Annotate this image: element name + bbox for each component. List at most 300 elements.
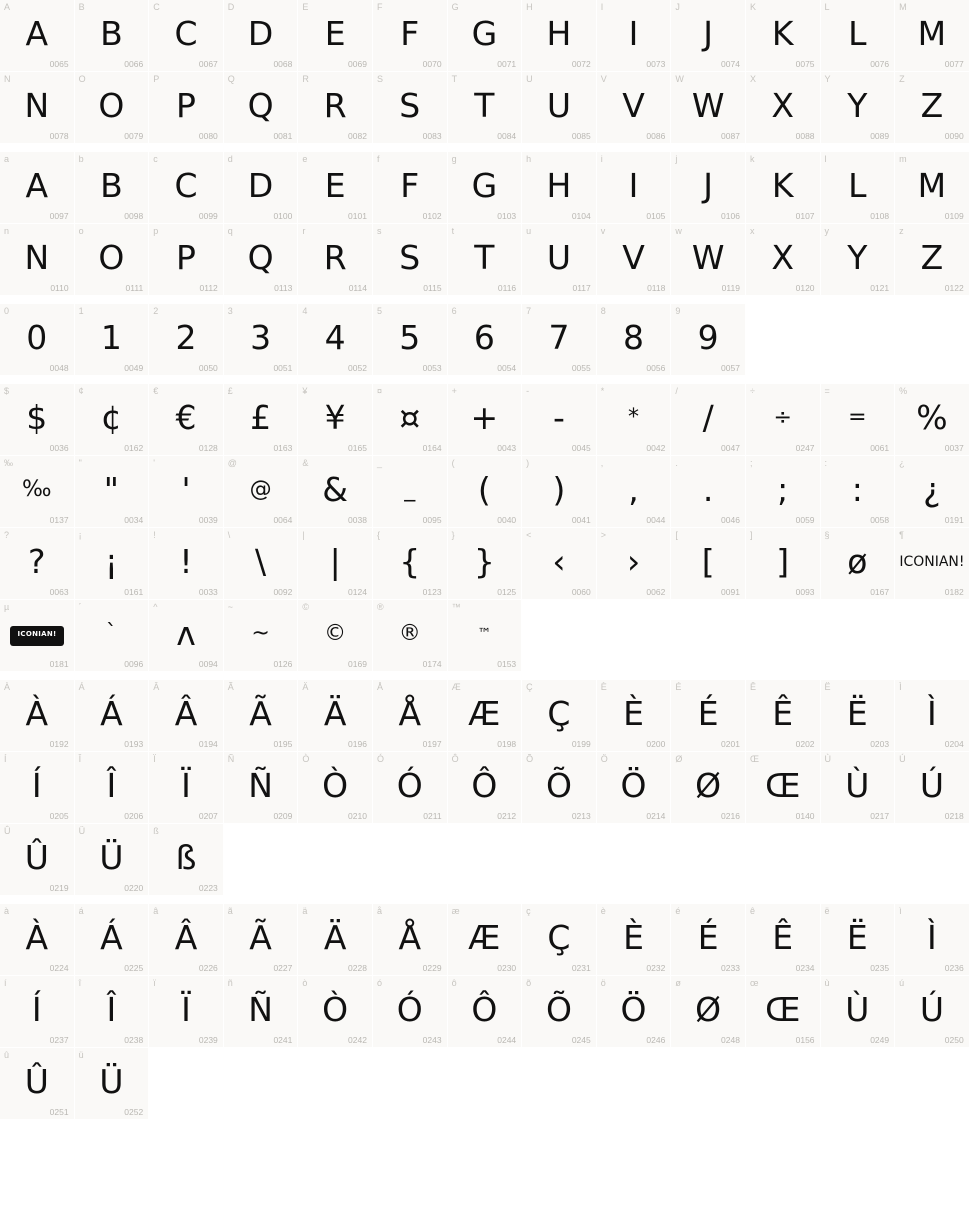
- glyph-cell[interactable]: [746, 152, 821, 224]
- glyph-cell[interactable]: [448, 304, 523, 376]
- glyph-char-label: A: [4, 2, 11, 12]
- glyph-preview: Ò: [322, 766, 349, 805]
- glyph-char-label: G: [451, 2, 459, 12]
- glyph-code: 0212: [497, 811, 517, 821]
- glyph-cell[interactable]: [821, 152, 896, 224]
- glyph-cell[interactable]: [821, 224, 896, 296]
- glyph-code: 0174: [422, 659, 442, 669]
- glyph-cell[interactable]: [597, 224, 672, 296]
- glyph-cell[interactable]: [671, 304, 746, 376]
- glyph-code: 0225: [124, 963, 144, 973]
- glyph-char-label: ): [526, 458, 530, 468]
- glyph-char-label: Ì: [899, 682, 902, 692]
- glyph-code: 0050: [198, 363, 218, 373]
- glyph-cell[interactable]: [746, 904, 821, 976]
- glyph-cell[interactable]: [671, 904, 746, 976]
- glyph-code: 0088: [795, 131, 815, 141]
- glyph-cell-empty: [522, 824, 597, 896]
- glyph-cell[interactable]: [671, 384, 746, 456]
- glyph-cell[interactable]: [224, 456, 299, 528]
- glyph-cell[interactable]: [75, 152, 150, 224]
- glyph-cell[interactable]: [149, 456, 224, 528]
- glyph-cell[interactable]: [895, 384, 970, 456]
- glyph-cell[interactable]: [821, 680, 896, 752]
- glyph-code: 0045: [571, 443, 591, 453]
- glyph-cell[interactable]: [75, 72, 150, 144]
- glyph-preview: N: [24, 86, 50, 125]
- glyph-cell[interactable]: [895, 680, 970, 752]
- glyph-preview: È: [623, 918, 644, 957]
- glyph-cell[interactable]: [448, 224, 523, 296]
- glyph-char-label: ú: [899, 978, 905, 988]
- glyph-char-label: Â: [153, 682, 160, 692]
- glyph-cell[interactable]: [224, 752, 299, 824]
- glyph-cell[interactable]: [448, 152, 523, 224]
- glyph-char-label: z: [899, 226, 904, 236]
- glyph-cell[interactable]: [224, 528, 299, 600]
- glyph-cell[interactable]: [522, 976, 597, 1048]
- glyph-cell[interactable]: [0, 528, 75, 600]
- glyph-cell[interactable]: [373, 600, 448, 672]
- glyph-char-label: (: [451, 458, 455, 468]
- glyph-cell[interactable]: [821, 752, 896, 824]
- glyph-cell[interactable]: [448, 904, 523, 976]
- glyph-cell[interactable]: [75, 824, 150, 896]
- glyph-preview: ,: [628, 470, 639, 509]
- glyph-cell[interactable]: [75, 904, 150, 976]
- glyph-preview: }: [473, 542, 495, 581]
- glyph-cell[interactable]: [298, 528, 373, 600]
- glyph-cell[interactable]: [895, 456, 970, 528]
- glyph-preview: G: [471, 166, 498, 205]
- glyph-cell[interactable]: [448, 528, 523, 600]
- glyph-char-label: ô: [451, 978, 457, 988]
- glyph-cell[interactable]: [298, 384, 373, 456]
- glyph-cell[interactable]: [149, 72, 224, 144]
- glyph-cell[interactable]: [224, 0, 299, 72]
- glyph-preview: £: [250, 398, 272, 437]
- glyph-cell[interactable]: [0, 1048, 75, 1120]
- glyph-code: 0192: [49, 739, 69, 749]
- glyph-code: 0167: [870, 587, 890, 597]
- glyph-cell-empty: [448, 824, 523, 896]
- glyph-cell[interactable]: [522, 304, 597, 376]
- glyph-cell[interactable]: [373, 0, 448, 72]
- glyph-cell[interactable]: [373, 528, 448, 600]
- glyph-char-label: V: [600, 74, 607, 84]
- glyph-preview: ¿: [923, 470, 941, 509]
- glyph-preview: {: [399, 542, 421, 581]
- glyph-code: 0200: [646, 739, 666, 749]
- glyph-code: 0242: [348, 1035, 367, 1045]
- glyph-preview: T: [474, 86, 495, 125]
- glyph-cell[interactable]: [746, 680, 821, 752]
- glyph-preview: ": [103, 470, 119, 509]
- glyph-cell[interactable]: [597, 752, 672, 824]
- glyph-cell[interactable]: [448, 752, 523, 824]
- glyph-cell[interactable]: [522, 456, 597, 528]
- glyph-preview: C: [174, 14, 198, 53]
- glyph-cell[interactable]: [149, 904, 224, 976]
- glyph-char-label: î: [78, 978, 82, 988]
- glyph-cell[interactable]: [895, 976, 970, 1048]
- glyph-char-label: e: [302, 154, 308, 164]
- glyph-cell[interactable]: [671, 456, 746, 528]
- glyph-cell[interactable]: [597, 680, 672, 752]
- glyph-cell[interactable]: [597, 0, 672, 72]
- glyph-cell[interactable]: [224, 976, 299, 1048]
- glyph-cell[interactable]: [448, 976, 523, 1048]
- glyph-preview: `: [105, 620, 117, 646]
- glyph-preview: Ù: [845, 990, 870, 1029]
- glyph-cell[interactable]: [895, 528, 970, 600]
- glyph-char-label: m: [899, 154, 907, 164]
- glyph-cell[interactable]: [75, 0, 150, 72]
- glyph-code: 0060: [571, 587, 591, 597]
- glyph-code: 0101: [348, 211, 367, 221]
- glyph-cell[interactable]: [75, 384, 150, 456]
- glyph-code: 0214: [646, 811, 666, 821]
- glyph-cell[interactable]: [298, 72, 373, 144]
- glyph-cell[interactable]: [75, 976, 150, 1048]
- glyph-preview: X: [771, 238, 795, 277]
- glyph-cell[interactable]: [448, 72, 523, 144]
- glyph-code: 0052: [348, 363, 367, 373]
- glyph-code: 0197: [422, 739, 442, 749]
- glyph-code: 0099: [198, 211, 218, 221]
- glyph-char-label: ë: [824, 906, 830, 916]
- glyph-cell[interactable]: [373, 752, 448, 824]
- glyph-preview: Ñ: [248, 990, 273, 1029]
- glyph-cell[interactable]: [373, 456, 448, 528]
- glyph-cell[interactable]: [821, 384, 896, 456]
- glyph-cell[interactable]: [448, 456, 523, 528]
- glyph-cell[interactable]: [895, 904, 970, 976]
- glyph-char-label: T: [451, 74, 458, 84]
- glyph-cell[interactable]: [149, 0, 224, 72]
- glyph-code: 0090: [944, 131, 964, 141]
- glyph-cell[interactable]: [0, 456, 75, 528]
- glyph-cell[interactable]: [149, 384, 224, 456]
- glyph-cell[interactable]: [0, 752, 75, 824]
- glyph-cell[interactable]: [75, 224, 150, 296]
- glyph-preview: ™: [477, 625, 492, 642]
- glyph-char-label: ': [153, 458, 155, 468]
- glyph-char-label: g: [451, 154, 457, 164]
- glyph-char-label: 9: [675, 306, 681, 316]
- glyph-cell[interactable]: [298, 152, 373, 224]
- glyph-code: 0235: [870, 963, 890, 973]
- glyph-cell[interactable]: [224, 72, 299, 144]
- glyph-preview: Õ: [545, 766, 572, 805]
- glyph-preview: G: [471, 14, 498, 53]
- glyph-cell-empty: [671, 824, 746, 896]
- glyph-char-label: F: [376, 2, 383, 12]
- glyph-preview: Ç: [547, 694, 571, 733]
- glyph-code: 0109: [944, 211, 964, 221]
- glyph-cell[interactable]: [75, 304, 150, 376]
- glyph-code: 0156: [795, 1035, 815, 1045]
- glyph-code: 0203: [870, 739, 890, 749]
- glyph-preview: Û: [24, 1062, 49, 1101]
- glyph-cell[interactable]: [224, 680, 299, 752]
- glyph-cell[interactable]: [224, 600, 299, 672]
- glyph-preview: @: [249, 476, 272, 502]
- glyph-cell[interactable]: [671, 224, 746, 296]
- glyph-cell[interactable]: [597, 152, 672, 224]
- glyph-code: 0191: [944, 515, 964, 525]
- glyph-cell[interactable]: [149, 752, 224, 824]
- glyph-preview: 7: [548, 318, 570, 357]
- glyph-cell[interactable]: [821, 976, 896, 1048]
- glyph-char-label: !: [153, 530, 156, 540]
- glyph-cell[interactable]: [671, 976, 746, 1048]
- glyph-cell[interactable]: [373, 976, 448, 1048]
- glyph-preview: H: [546, 166, 572, 205]
- glyph-cell[interactable]: [75, 1048, 150, 1120]
- glyph-cell[interactable]: [0, 600, 75, 672]
- glyph-cell[interactable]: [149, 976, 224, 1048]
- glyph-cell[interactable]: [522, 224, 597, 296]
- glyph-cell[interactable]: [522, 680, 597, 752]
- glyph-cell[interactable]: [149, 680, 224, 752]
- glyph-cell[interactable]: [522, 384, 597, 456]
- glyph-cell[interactable]: [821, 456, 896, 528]
- glyph-cell[interactable]: [373, 72, 448, 144]
- glyph-cell[interactable]: [671, 752, 746, 824]
- glyph-cell[interactable]: [448, 600, 523, 672]
- glyph-char-label: [: [675, 530, 678, 540]
- glyph-cell[interactable]: [746, 456, 821, 528]
- glyph-cell[interactable]: [597, 904, 672, 976]
- glyph-char-label: p: [153, 226, 159, 236]
- glyph-cell[interactable]: [0, 384, 75, 456]
- glyph-cell[interactable]: [597, 384, 672, 456]
- glyph-cell[interactable]: [746, 224, 821, 296]
- glyph-char-label: ê: [749, 906, 755, 916]
- glyph-cell[interactable]: [224, 304, 299, 376]
- glyph-cell[interactable]: [298, 904, 373, 976]
- glyph-cell[interactable]: [373, 304, 448, 376]
- glyph-code: 0091: [721, 587, 740, 597]
- glyph-cell[interactable]: [597, 528, 672, 600]
- glyph-code: 0047: [721, 443, 740, 453]
- glyph-preview: B: [100, 166, 123, 205]
- glyph-preview: K: [771, 14, 794, 53]
- glyph-cell[interactable]: [149, 824, 224, 896]
- glyph-char-label: k: [749, 154, 755, 164]
- glyph-code: 0098: [124, 211, 144, 221]
- glyph-cell[interactable]: [373, 384, 448, 456]
- glyph-cell[interactable]: [821, 904, 896, 976]
- glyph-cell[interactable]: [0, 680, 75, 752]
- glyph-preview: Œ: [765, 766, 801, 805]
- glyph-cell[interactable]: [597, 72, 672, 144]
- glyph-preview: R: [323, 238, 347, 277]
- glyph-cell[interactable]: [0, 824, 75, 896]
- glyph-cell[interactable]: [373, 904, 448, 976]
- glyph-preview: \: [255, 542, 267, 581]
- glyph-code: 0056: [646, 363, 666, 373]
- glyph-cell[interactable]: [224, 904, 299, 976]
- glyph-code: 0163: [273, 443, 293, 453]
- glyph-cell[interactable]: [149, 224, 224, 296]
- glyph-preview: Z: [920, 238, 944, 277]
- glyph-preview: E: [324, 166, 346, 205]
- glyph-preview: Ü: [99, 1062, 124, 1101]
- glyph-preview: Õ: [545, 990, 572, 1029]
- glyph-cell[interactable]: [746, 0, 821, 72]
- glyph-cell[interactable]: [224, 224, 299, 296]
- glyph-cell[interactable]: [448, 680, 523, 752]
- glyph-code: 0073: [646, 59, 666, 69]
- glyph-code: 0043: [497, 443, 517, 453]
- glyph-cell[interactable]: [0, 224, 75, 296]
- glyph-char-label: Ô: [451, 754, 459, 764]
- glyph-preview: ~: [251, 620, 270, 646]
- glyph-block-digits: [0, 304, 970, 376]
- glyph-cell[interactable]: [522, 904, 597, 976]
- glyph-code: 0201: [721, 739, 740, 749]
- glyph-preview: T: [474, 238, 495, 277]
- glyph-cell[interactable]: [298, 304, 373, 376]
- glyph-cell[interactable]: [0, 152, 75, 224]
- glyph-cell-empty: [895, 1048, 970, 1120]
- glyph-cell[interactable]: [0, 304, 75, 376]
- glyph-cell[interactable]: [149, 304, 224, 376]
- glyph-cell[interactable]: [522, 528, 597, 600]
- glyph-cell[interactable]: [671, 0, 746, 72]
- glyph-cell[interactable]: [373, 224, 448, 296]
- glyph-code: 0219: [49, 883, 69, 893]
- glyph-char-label: ": [78, 458, 82, 468]
- glyph-cell[interactable]: [448, 0, 523, 72]
- glyph-preview: ø: [847, 542, 868, 581]
- glyph-cell[interactable]: [75, 752, 150, 824]
- glyph-cell[interactable]: [895, 0, 970, 72]
- glyph-preview: ]: [776, 542, 790, 581]
- glyph-preview: Y: [847, 86, 868, 125]
- glyph-char-label: ^: [153, 602, 158, 612]
- glyph-cell[interactable]: [821, 72, 896, 144]
- glyph-cell[interactable]: [373, 152, 448, 224]
- glyph-cell[interactable]: [597, 976, 672, 1048]
- glyph-cell[interactable]: [0, 904, 75, 976]
- glyph-cell-empty: [373, 824, 448, 896]
- glyph-cell[interactable]: [522, 72, 597, 144]
- glyph-cell[interactable]: [522, 152, 597, 224]
- glyph-cell[interactable]: [75, 600, 150, 672]
- glyph-cell[interactable]: [895, 752, 970, 824]
- glyph-char-label: s: [376, 226, 382, 236]
- glyph-cell[interactable]: [522, 0, 597, 72]
- glyph-preview: ?: [28, 542, 46, 581]
- glyph-cell[interactable]: [75, 456, 150, 528]
- glyph-cell[interactable]: [224, 384, 299, 456]
- glyph-char-label: Ú: [899, 754, 906, 764]
- glyph-cell[interactable]: [895, 72, 970, 144]
- glyph-preview: Ê: [772, 694, 794, 733]
- glyph-code: 0061: [870, 443, 890, 453]
- glyph-cell[interactable]: [671, 72, 746, 144]
- glyph-code: 0137: [49, 515, 69, 525]
- glyph-cell[interactable]: [0, 72, 75, 144]
- glyph-code: 0070: [422, 59, 442, 69]
- glyph-preview: Q: [247, 238, 274, 277]
- glyph-cell[interactable]: [298, 976, 373, 1048]
- glyph-char-label: 6: [451, 306, 457, 316]
- glyph-code: 0108: [870, 211, 890, 221]
- glyph-char-label: c: [153, 154, 158, 164]
- glyph-cell[interactable]: [671, 528, 746, 600]
- glyph-cell[interactable]: [821, 528, 896, 600]
- glyph-code: 0169: [348, 659, 367, 669]
- glyph-char-label: .: [675, 458, 678, 468]
- glyph-cell[interactable]: [522, 752, 597, 824]
- glyph-char-label: P: [153, 74, 160, 84]
- glyph-cell[interactable]: [746, 752, 821, 824]
- glyph-cell-empty: [895, 600, 970, 672]
- glyph-cell[interactable]: [671, 680, 746, 752]
- glyph-code: 0072: [571, 59, 591, 69]
- glyph-cell[interactable]: [821, 0, 896, 72]
- glyph-cell[interactable]: [298, 600, 373, 672]
- glyph-char-label: H: [526, 2, 533, 12]
- glyph-cell[interactable]: [671, 152, 746, 224]
- glyph-preview: %: [916, 398, 948, 437]
- glyph-preview: Á: [100, 694, 123, 733]
- glyph-preview: .: [702, 470, 714, 509]
- glyph-cell[interactable]: [75, 528, 150, 600]
- glyph-char-label: @: [227, 458, 237, 468]
- glyph-cell[interactable]: [746, 976, 821, 1048]
- glyph-cell[interactable]: [298, 680, 373, 752]
- glyph-char-label: U: [526, 74, 533, 84]
- glyph-cell[interactable]: [298, 456, 373, 528]
- glyph-cell[interactable]: [746, 528, 821, 600]
- glyph-cell[interactable]: [149, 528, 224, 600]
- glyph-cell[interactable]: [75, 680, 150, 752]
- glyph-cell[interactable]: [0, 976, 75, 1048]
- glyph-block-uppercase: [0, 0, 970, 144]
- glyph-cell[interactable]: [895, 224, 970, 296]
- glyph-cell[interactable]: [373, 680, 448, 752]
- glyph-cell[interactable]: [298, 0, 373, 72]
- glyph-cell[interactable]: [224, 152, 299, 224]
- glyph-char-label: ì: [899, 906, 902, 916]
- glyph-preview: Â: [174, 694, 198, 733]
- glyph-cell[interactable]: [149, 600, 224, 672]
- glyph-char-label: Ó: [376, 754, 384, 764]
- glyph-cell[interactable]: [0, 0, 75, 72]
- glyph-cell[interactable]: [448, 384, 523, 456]
- glyph-cell[interactable]: [895, 152, 970, 224]
- glyph-cell[interactable]: [298, 752, 373, 824]
- glyph-cell[interactable]: [746, 72, 821, 144]
- glyph-cell[interactable]: [597, 304, 672, 376]
- glyph-cell[interactable]: [298, 224, 373, 296]
- glyph-cell[interactable]: [597, 456, 672, 528]
- glyph-char-label: {: [376, 530, 380, 540]
- glyph-preview: ): [552, 470, 566, 509]
- glyph-char-label: %: [899, 386, 908, 396]
- glyph-cell[interactable]: [746, 384, 821, 456]
- glyph-char-label: E: [302, 2, 309, 12]
- glyph-cell[interactable]: [149, 152, 224, 224]
- glyph-code: 0051: [273, 363, 293, 373]
- glyph-code: 0234: [795, 963, 815, 973]
- glyph-code: 0228: [348, 963, 367, 973]
